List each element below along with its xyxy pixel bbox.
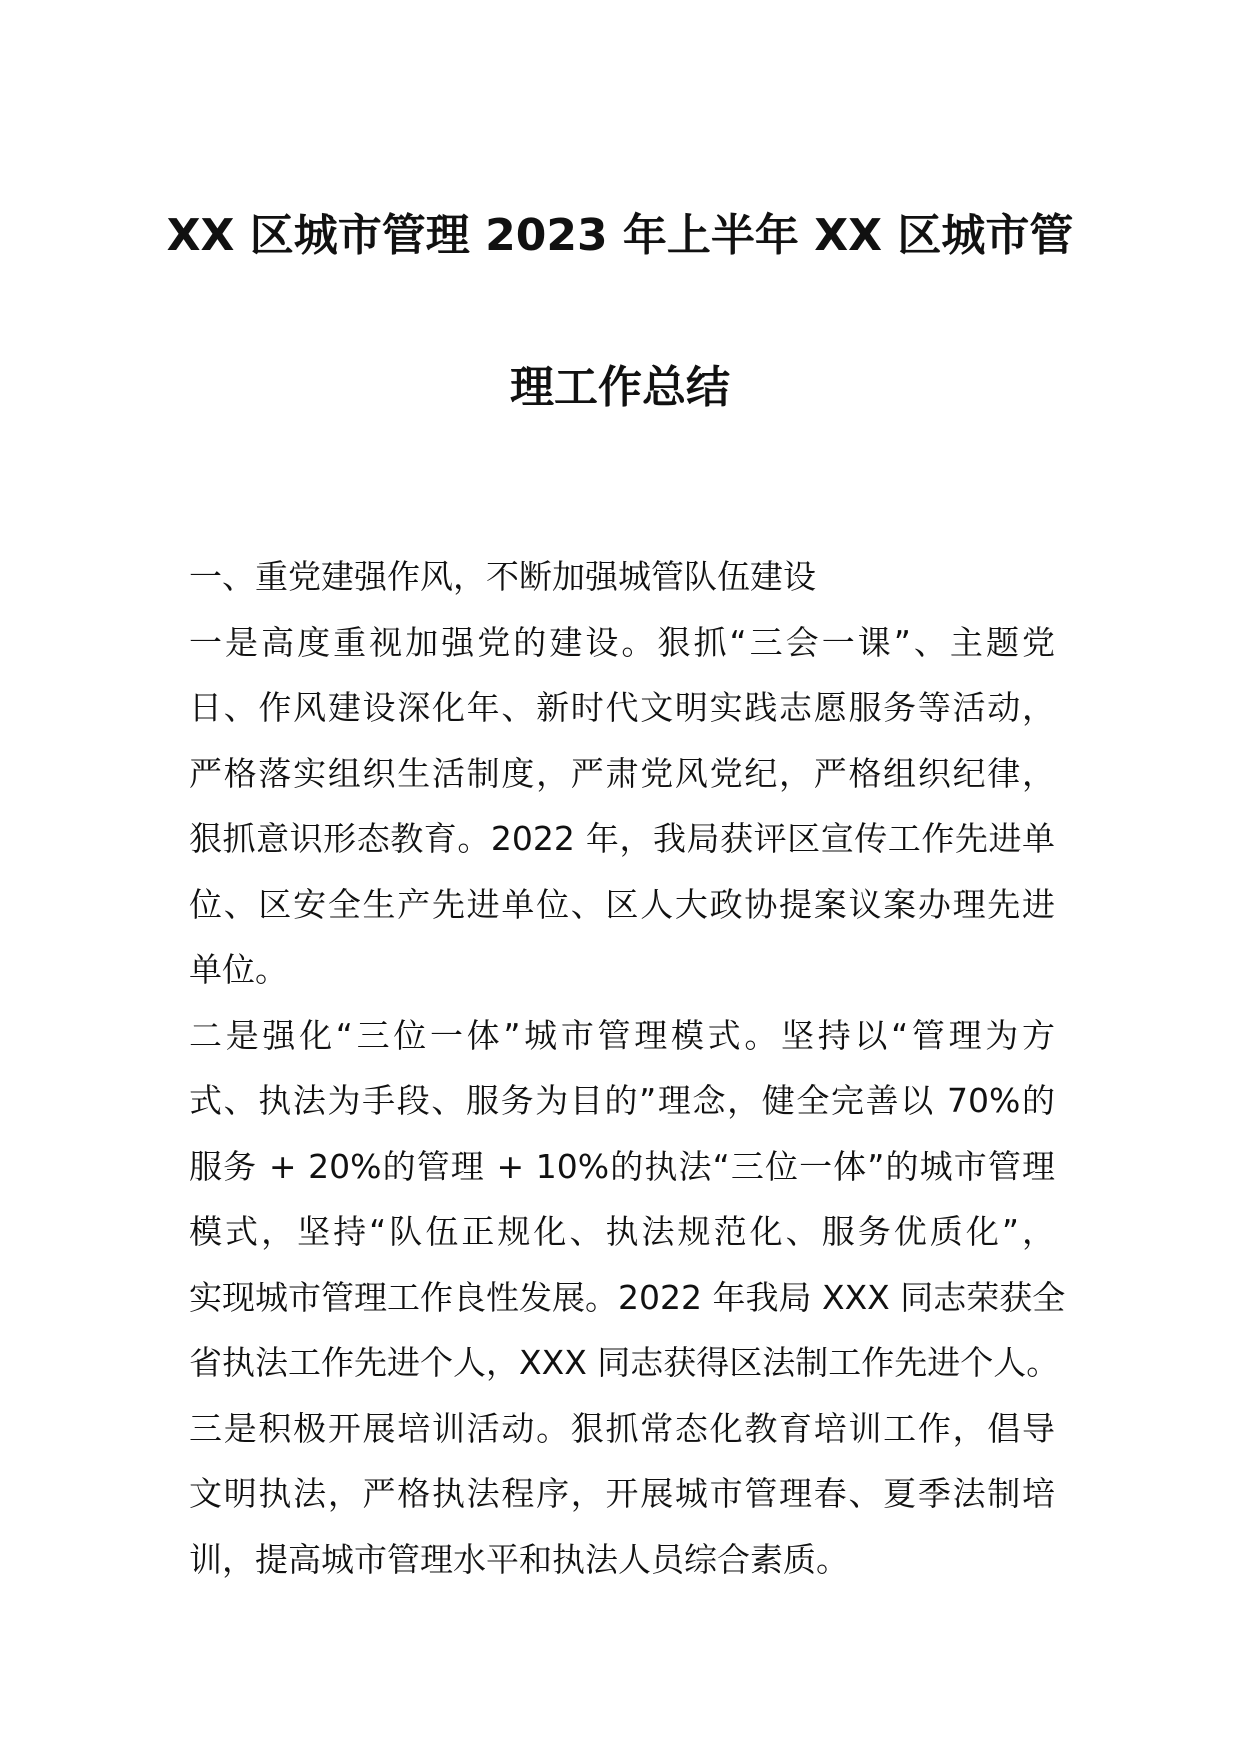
paragraph-line: 一是高度重视加强党的建设。狠抓“三会一课”、主题党: [189, 622, 1055, 662]
paragraph-management-model: [189, 1003, 1066, 1396]
paragraph-line: 实现城市管理工作良性发展。2022 年我局 XXX 同志荣获全: [189, 1277, 1066, 1317]
paragraph-line: 狠抓意识形态教育。2022 年，我局获评区宣传工作先进单: [189, 819, 1055, 858]
paragraph-line: 位、区安全生产先进单位、区人大政协提案议案办理先进: [189, 884, 1055, 924]
paragraph-line: 式、执法为手段、服务为目的”理念，健全完善以 70%的: [189, 1081, 1055, 1120]
paragraph-line: 日、作风建设深化年、新时代文明实践志愿服务等活动，: [189, 688, 1055, 727]
paragraph-line: 文明执法，严格执法程序，开展城市管理春、夏季法制培: [189, 1474, 1055, 1513]
paragraph-line: 二是强化“三位一体”城市管理模式。坚持以“管理为方: [189, 1015, 1055, 1055]
paragraph-party-building: [189, 610, 1055, 1003]
paragraph-line: 服务 + 20%的管理 + 10%的执法“三位一体”的城市管理: [189, 1146, 1055, 1186]
paragraph-line: 三是积极开展培训活动。狠抓常态化教育培训工作，倡导: [189, 1408, 1055, 1448]
paragraph-line: 模式，坚持“队伍正规化、执法规范化、服务优质化”，: [189, 1212, 1055, 1251]
paragraph-line: 省执法工作先进个人，XXX 同志获得区法制工作先进个人。: [189, 1343, 1060, 1382]
document-title-line-1: XX 区城市管理 2023 年上半年 XX 区城市管: [166, 210, 1074, 261]
paragraph-line: 单位。: [189, 950, 288, 989]
paragraph-training: [189, 1396, 1055, 1593]
paragraph-line: 严格落实组织生活制度，严肃党风党纪，严格组织纪律，: [189, 753, 1055, 793]
paragraph-line: 训，提高城市管理水平和执法人员综合素质。: [189, 1539, 849, 1579]
document-body: [189, 544, 1066, 1592]
section-heading: 一、重党建强作风，不断加强城管队伍建设: [189, 557, 816, 596]
document-title-line-2: 理工作总结: [510, 362, 730, 413]
